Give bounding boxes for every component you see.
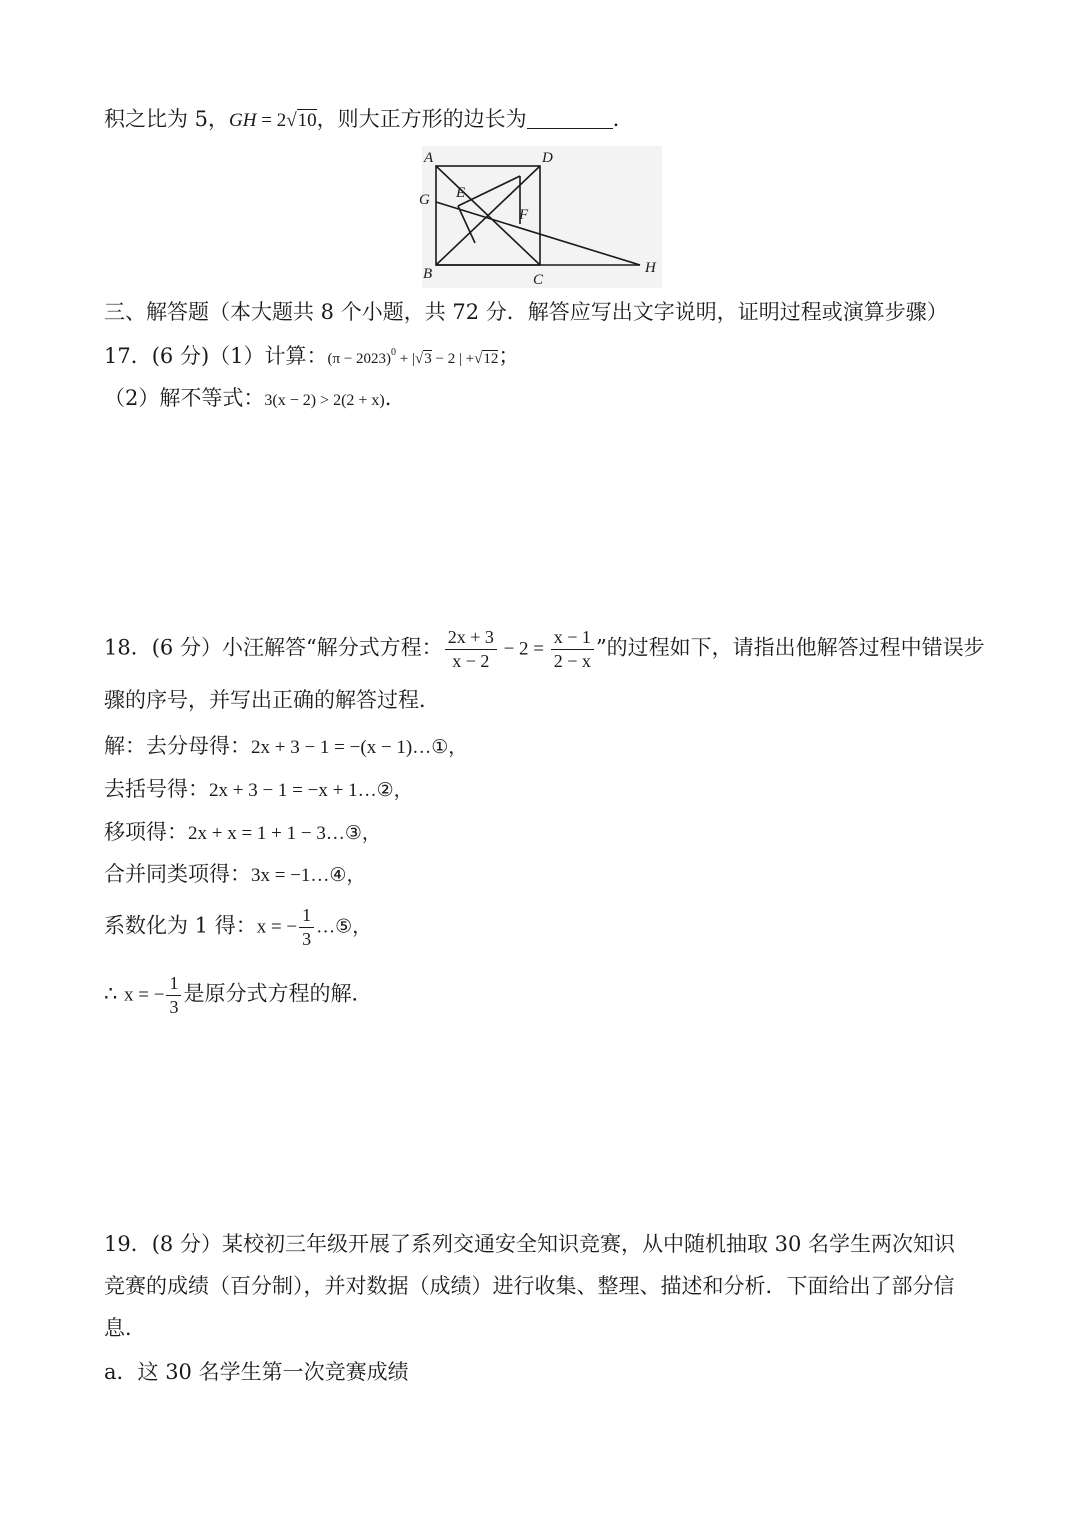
geometry-figure: [414, 142, 664, 292]
q18-frac2-den: 2 − x: [553, 650, 591, 671]
q17-part1-end: ；: [498, 344, 520, 368]
q18-step5-lhs: x = −: [256, 916, 298, 938]
q18-conclusion-lhs: x = −: [124, 984, 165, 1006]
q18-fraction-1: [445, 626, 497, 672]
q18-label: 18．(6 分）小汪解答“解分式方程：: [104, 635, 443, 660]
q17-expr-b: + |: [396, 351, 416, 367]
q17-part2: [104, 388, 391, 409]
label-c: C: [533, 272, 544, 288]
q17-expr-a: (π − 2023): [327, 351, 392, 367]
q18-step2-expr: 2x + 3 − 1 = −x + 1…②，: [209, 780, 413, 801]
label-h: H: [645, 260, 656, 276]
q18-step2-label: 去括号得：: [104, 777, 209, 801]
gh-symbol: GH: [229, 110, 257, 131]
q17-exponent: 0: [391, 347, 397, 358]
figure-background: [422, 146, 662, 288]
q17-inequality: 3(x − 2) > 2(2 + x): [264, 392, 385, 409]
label-d: D: [542, 150, 553, 166]
q19-line2: 竞赛的成绩（百分制），并对数据（成绩）进行收集、整理、描述和分析．下面给出了部分信: [104, 1274, 955, 1298]
q19-line4: a．这 30 名学生第一次竞赛成绩: [104, 1360, 409, 1384]
intro-end: .: [612, 107, 620, 131]
q17-sqrt12: 12: [483, 351, 499, 367]
q18-fraction-2: [551, 626, 594, 672]
q19-line1: 19．(8 分）某校初三年级开展了系列交通安全知识竞赛，从中随机抽取 30 名学生两次知识: [104, 1232, 956, 1256]
q18-step5-den: 3: [302, 928, 312, 949]
q17-part2-end: .: [384, 386, 392, 410]
q18-line2: 骤的序号，并写出正确的解答过程．: [104, 688, 440, 712]
q18-step3-label: 移项得：: [104, 820, 188, 844]
q17-expr-c: − 2 | +: [431, 351, 475, 367]
q18-frac2-num: x − 1: [551, 626, 594, 650]
intro-prefix: 积之比为 5，: [104, 107, 230, 131]
label-b: B: [423, 266, 433, 282]
label-g: G: [419, 192, 430, 208]
q17-part1-label: 17．(6 分)（1）计算：: [104, 344, 328, 368]
gh-eq: = 2: [256, 110, 287, 131]
q18-tail: ”的过程如下，请指出他解答过程中错误步: [595, 635, 985, 660]
q18-step1: [104, 736, 467, 757]
intro-line: 积之比为 5，GH = 2√10，则大正方形的边长为 .: [104, 107, 620, 131]
q19-line3: 息．: [104, 1316, 146, 1340]
q18-step4: [104, 864, 365, 885]
q17-part1: 17．(6 分)（1）计算：$(\pi - 2023)^0 + |√3 - 2$ | +√12；: [104, 344, 520, 368]
q18-step1-label: 解：去分母得：: [104, 734, 251, 758]
q18-mid: − 2 =: [498, 638, 549, 660]
q18-step4-expr: 3x = −1…④，: [251, 865, 366, 886]
q18-step2: [104, 779, 413, 800]
label-f: F: [519, 207, 529, 223]
q18-step5-fraction: [299, 904, 314, 950]
q18-frac1-num: 2x + 3: [445, 626, 497, 650]
intro-suffix: ，则大正方形的边长为: [316, 107, 527, 131]
q18-step5-end: …⑤，: [316, 916, 372, 938]
q18-line1: [104, 626, 985, 672]
q18-conclusion-num: 1: [166, 972, 181, 996]
q17-part2-label: （2）解不等式：: [104, 386, 265, 410]
q18-conclusion-end: 是原分式方程的解．: [183, 981, 373, 1006]
sqrt-10: 10: [297, 110, 317, 131]
q18-conclusion-fraction: [166, 972, 181, 1018]
q18-step4-label: 合并同类项得：: [104, 862, 251, 886]
q17-sqrt3: 3: [424, 351, 432, 367]
q18-step5-label: 系数化为 1 得：: [104, 913, 257, 938]
q18-step5-num: 1: [299, 904, 314, 928]
q18-step5: [104, 904, 371, 950]
q18-conclusion: [104, 972, 372, 1018]
q18-step1-expr: 2x + 3 − 1 = −(x − 1)…①，: [251, 737, 468, 758]
answer-blank[interactable]: [527, 108, 613, 129]
label-a: A: [424, 150, 434, 166]
label-e: E: [456, 185, 466, 201]
q18-conclusion-den: 3: [169, 996, 179, 1017]
q18-frac1-den: x − 2: [452, 650, 490, 671]
therefore-symbol: ∴: [104, 981, 125, 1006]
q18-step3: [104, 822, 381, 843]
q18-step3-expr: 2x + x = 1 + 1 − 3…③，: [188, 823, 381, 844]
section-title: 三、解答题（本大题共 8 个小题，共 72 分．解答应写出文字说明，证明过程或演算步骤）: [104, 300, 948, 324]
